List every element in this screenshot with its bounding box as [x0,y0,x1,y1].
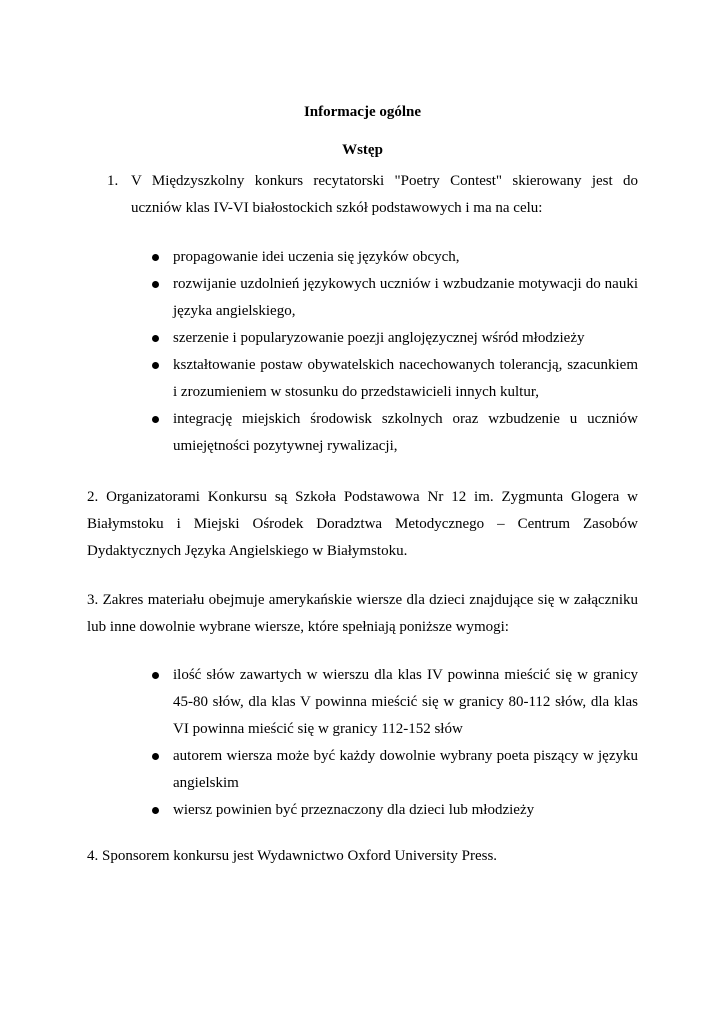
list-item-text: propagowanie idei uczenia się języków obcych, [173,249,460,265]
title-heading: Informacje ogólne [303,104,422,120]
bullet-icon [152,254,159,261]
list-item [150,271,638,325]
bullet-icon [152,335,159,342]
list-item [150,743,638,797]
bullet-icon [152,362,159,369]
list-item-text: szerzenie i popularyzowanie poezji anglojęzycznej wśród młodzieży [173,330,585,346]
list-item-text: rozwijanie uzdolnień językowych uczniów i wzbudzanie motywacji do nauki języka angielskiego, [173,276,638,319]
list-item-text: wiersz powinien być przeznaczony dla dzieci lub młodzieży [173,802,535,818]
list-item [150,325,638,352]
item-text: V Międzyszkolny konkurs recytatorski "Poetry Contest" skierowany jest do uczniów klas IV-VI białostockich szkół podstawowych i ma na celu: [131,173,638,216]
list-item-text: ilość słów zawartych w wierszu dla klas IV powinna mieścić się w granicy 45-80 słów, dla klas V powinna mieścić się w granicy 80-112 słów, dla klas VI powinna mieścić się w granicy 112-152 słów [173,667,638,737]
paragraph-item-4: 4. Sponsorem konkursu jest Wydawnictwo Oxford University Press. [87,848,498,864]
goals-list [150,244,638,460]
list-item-text: autorem wiersza może być każdy dowolnie wybrany poeta piszący w języku angielskim [173,748,638,791]
bullet-icon [152,753,159,760]
bullet-icon [152,281,159,288]
paragraph-item-3: 3. Zakres materiału obejmuje amerykańskie wiersze dla dzieci znajdujące się w załączniku lub inne dowolnie wybrane wiersze, które spełniają poniższe wymogi: [87,592,638,635]
item-number: 1. [107,173,119,189]
list-item [150,406,638,460]
list-item [150,352,638,406]
list-item [150,797,638,824]
bullet-icon [152,672,159,679]
requirements-list [150,662,638,824]
bullet-icon [152,807,159,814]
list-item-text: integrację miejskich środowisk szkolnych oraz wzbudzenie u uczniów umiejętności pozytywnej rywalizacji, [173,411,638,454]
section-heading: Wstęp [342,142,383,158]
paragraph-item-2: 2. Organizatorami Konkursu są Szkoła Podstawowa Nr 12 im. Zygmunta Glogera w Białymstoku i Miejski Ośrodek Doradztwa Metodycznego – Centrum Zasobów Dydaktycznych Języka Angielskiego w Białymstoku. [87,489,638,559]
bullet-icon [152,416,159,423]
list-item-text: kształtowanie postaw obywatelskich nacechowanych tolerancją, szacunkiem i zrozumieniem w stosunku do przedstawicieli innych kultur, [173,357,638,400]
list-item [150,662,638,743]
list-item [150,244,638,271]
numbered-item-1 [107,168,638,222]
